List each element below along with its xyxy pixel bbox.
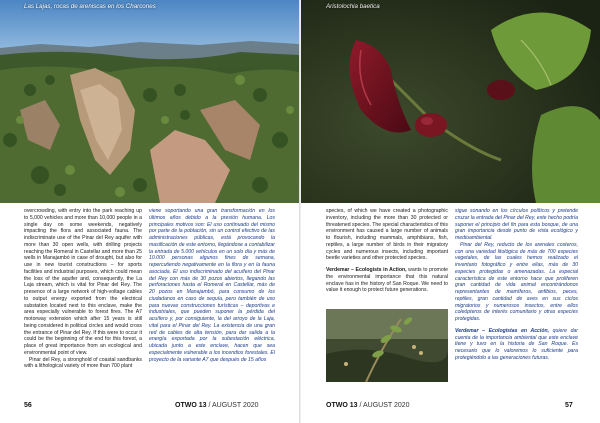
inset-plant-photo <box>326 309 448 382</box>
text-column-2 <box>149 208 275 388</box>
flower-photo <box>301 0 600 203</box>
aristolochia-flower-image <box>301 0 600 203</box>
photo-caption-left: Las Lajas, rocas de areniscas en los Charcones <box>24 3 156 10</box>
magazine-footer-left: OTWO 13 / AUGUST 2020 <box>175 402 259 409</box>
text-column-1 <box>24 208 142 388</box>
paragraph: Pinar del Rey, reducto de los arenales costeros, con una variedad litológica de más de 700 especies vegetales, de las cuales hemos realizado el inventario fotográfico y entre ellas, más de 30 especies protegidas o amenazadas. La especial característica de este entorno hace que proliferen gran cantidad de vida animal encontrándonos representantes de mamíferos, anfibios, peces, reptiles, gran cantidad de aves en sus ciclos migratorios y numerosos insectos, entre ellos coleópteros de interés comunitario y otras especies protegidas. <box>455 241 578 322</box>
page-number-left: 56 <box>24 402 32 409</box>
paragraph: overcrowding, with entry into the park reaching up to 5,000 vehicles and more than 10,000 people in a single day on some weekends, negatively impacting the flora and associated fauna. The indiscriminate use of the Pinar del Rey aquifer with more than 30 open wells, with drilling projects reaching the Romeral in Castellar and more than 25 wells in Manajambó in case of drought, but also for use in new tourist constructions – for sports facilities and industrial purposes, which could mean the loss of the aquifer and, consequently, the La Laja stream, which is vital for Pinar del Rey. The presence of a large network of high-voltage cables to output energy exported from the electrical substation located next to this enclave, make the area especially vulnerable to forest fires. The A7 motorway extension which after 15 years is still being considered in political circles and would cross the entrance of Pinar del Rey. If this were to occur it could be the beginning of the end for this forest, a place of great importance from an ecological and environmental point of view. <box>24 208 142 356</box>
magazine-footer-right: OTWO 13 / AUGUST 2020 <box>326 402 410 409</box>
paragraph: species, of which we have created a photographic inventory, including the more than 30 protected or threatened species. The special characteristics of this environment has caused a large number of animals to flourish, including mammals, amphibians, fish, reptiles, a large number of birds in their migratory cycles and numerous insects, including important beetle varieties and other protected species. <box>326 208 448 262</box>
photo-caption-right: Aristolochia baetica <box>326 3 380 10</box>
plant-stem-image <box>326 309 448 382</box>
org-name: Verdemar – Ecologists in Action, <box>326 267 407 273</box>
paragraph: viene soportando una gran transformación en los últimos años debido a la presión humana. Los principales motivos son: El uso continuado del mismo por parte de la población, sin un control efectivo de las administraciones públicas, está provocando la masificación de este entorno, llegándose a contabilizar la entrada de 5.000 vehículos en un solo día y más de 10.000 personas algunos fines de semana, repercutiendo negativamente en la flora y en la fauna asociada. El uso indiscriminado del acuífero del Pinar del Rey con más de 30 pozos abiertos, llegando las perforaciones hasta el Romeral en Castellar, más de 20 pozos en Manajambó, para consumo de los ciudadanos en caso de sequía, pero también de uso para nuevas construcciones turísticas – deportivas e industriales, que pueden suponer la pérdida del acuífero y, por consiguiente, la del arroyo de la Laja, vital para el Pinar del Rey. La existencia de una gran red de cables de alta tensión, para dar salida a la energía exportada por la subestación eléctrica, ubicada junto a este enclave, hacen que sea especialmente vulnerable a los incendios forestales. El proyecto de la variante A7 que después de 15 años <box>149 208 275 363</box>
page-number-right: 57 <box>565 402 573 409</box>
paragraph: Verdemar – Ecologists in Action, wants to promote the environmental importance that this natural enclave has in the history of San Roque. We need to value it enough to protect future generations. <box>326 267 448 294</box>
rocky-landscape-image <box>0 0 299 203</box>
paragraph: Verdemar – Ecologistas en Acción, quiere dar cuenta de la importancia ambiental que este enclave tiene y tuvo en la historia de San Roque. Es necesario que lo valoremos lo suficiente para protegiéndolo a las generaciones futuras. <box>455 327 578 361</box>
text-column-4 <box>455 208 578 388</box>
paragraph: sigue sonando en los círculos políticos y pretende cruzar la entrada del Pinar del Rey, este hecho podría suponer el principio del fin para esta bosque, de una gran importancia desde punto de vista ecológico y medioambiental. <box>455 208 578 241</box>
paragraph: Pinar del Rey, a stronghold of coastal sandbanks with a lithological variety of more than 700 plant <box>24 356 142 370</box>
landscape-photo <box>0 0 299 203</box>
org-name: Verdemar – Ecologistas en Acción, <box>455 327 550 334</box>
page-gutter <box>299 0 301 423</box>
